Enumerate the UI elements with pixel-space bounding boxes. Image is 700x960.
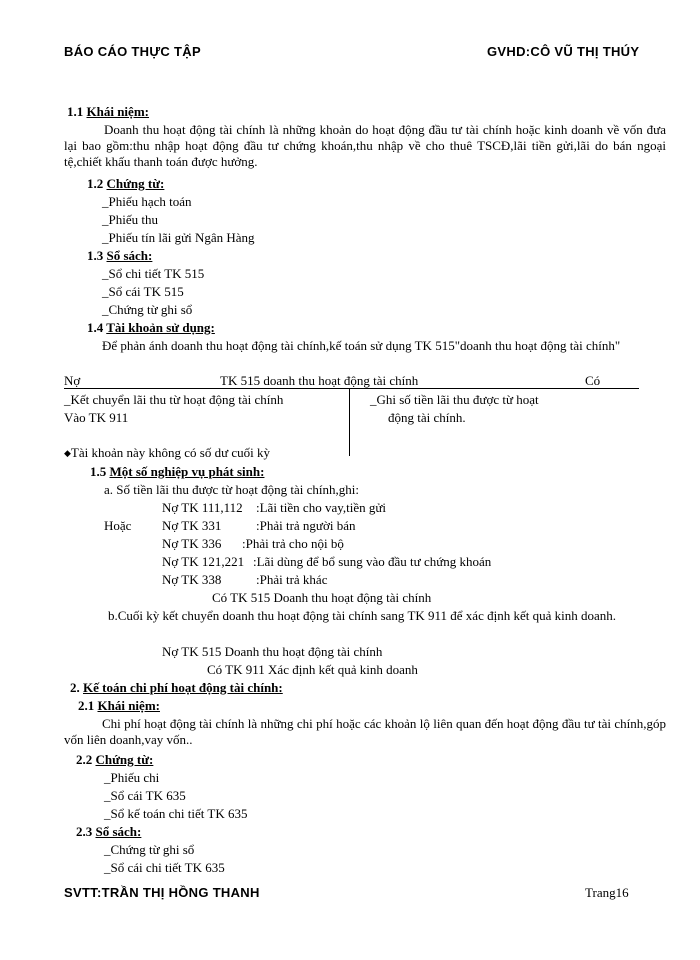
section-1-1-text: Doanh thu hoạt động tài chính là những khoản do hoạt động đầu tư tài chính hoặc kinh doanh về vốn đưa lại bao gồm:thu nhập hoạt động đầu tư chứng khoán,thu nhập về cho thuê TSCĐ,lãi tiền gửi,lãi do bán ngoại tệ,chiết khấu thanh toán được hưởng.: [64, 122, 666, 169]
t-account-title: TK 515 doanh thu hoạt động tài chính: [220, 373, 419, 388]
section-1-5-a-intro: a. Số tiền lãi thu được từ hoạt động tài chính,ghi:: [104, 482, 359, 497]
t-account-note: ◆Tài khoản này không có số dư cuối kỳ: [64, 445, 271, 460]
section-2-2-heading: 2.2 Chứng từ:: [76, 752, 154, 767]
entry-description: :Phải trả người bán: [256, 518, 356, 533]
footer-left: SVTT:TRẦN THỊ HỒNG THANH: [64, 885, 260, 900]
section-1-3-item: _Sổ chi tiết TK 515: [102, 266, 205, 281]
t-account-left-line-2: Vào TK 911: [64, 410, 129, 425]
entry-description: :Lãi dùng để bổ sung vào đầu tư chứng khoán: [253, 554, 492, 569]
t-account-right-line-1: _Ghi số tiền lãi thu được từ hoạt: [370, 392, 539, 407]
section-1-2-item: _Phiếu tín lãi gửi Ngân Hàng: [102, 230, 255, 245]
section-1-5-heading: 1.5 Một số nghiệp vụ phát sinh:: [90, 464, 265, 479]
t-account-horizontal-line: [64, 388, 639, 389]
section-2-2-item: _Phiếu chi: [104, 770, 160, 785]
section-1-4-text: Để phản ánh doanh thu hoạt động tài chính,kế toán sử dụng TK 515"doanh thu hoạt động tài chính": [102, 338, 621, 353]
entry-description: :Phải trả cho nội bộ: [242, 536, 344, 551]
section-1-4-heading: 1.4 Tài khoản sử dụng:: [87, 320, 215, 335]
t-account-left-line-1: _Kết chuyển lãi thu từ hoạt động tài chính: [64, 392, 284, 407]
section-1-1-heading: 1.1 Khái niệm:: [67, 104, 149, 119]
entry-account: Nợ TK 121,221: [162, 554, 245, 569]
b-debit-entry: Nợ TK 515 Doanh thu hoạt động tài chính: [162, 644, 383, 659]
entry-account: Nợ TK 331: [162, 518, 222, 533]
t-account-vertical-line: [349, 388, 350, 456]
entry-account: Nợ TK 336: [162, 536, 222, 551]
entry-description: :Phải trả khác: [256, 572, 328, 587]
section-2-1-heading: 2.1 Khái niệm:: [78, 698, 160, 713]
section-2-3-item: _Sổ cái chi tiết TK 635: [104, 860, 225, 875]
section-1-3-item: _Chứng từ ghi sổ: [102, 302, 193, 317]
section-1-3-item: _Sổ cái TK 515: [102, 284, 184, 299]
section-2-2-item: _Sổ cái TK 635: [104, 788, 186, 803]
section-1-5-b-text: b.Cuối kỳ kết chuyển doanh thu hoạt động tài chính sang TK 911 để xác định kết quả kinh doanh.: [108, 608, 616, 623]
t-account-right-line-2: động tài chính.: [388, 410, 466, 425]
section-2-2-item: _Sổ kế toán chi tiết TK 635: [104, 806, 248, 821]
section-1-3-heading: 1.3 Sổ sách:: [87, 248, 153, 263]
section-1-2-item: _Phiếu hạch toán: [102, 194, 192, 209]
header-left: BÁO CÁO THỰC TẬP: [64, 44, 201, 59]
section-2-3-item: _Chứng từ ghi sổ: [104, 842, 195, 857]
entry-account: Nợ TK 338: [162, 572, 222, 587]
entry-account: Nợ TK 111,112: [162, 500, 243, 515]
section-2-3-heading: 2.3 Sổ sách:: [76, 824, 142, 839]
entry-credit: Có TK 515 Doanh thu hoạt động tài chính: [212, 590, 432, 605]
diamond-bullet-icon: ◆: [64, 448, 71, 458]
section-2-1-text: Chi phí hoạt động tài chính là những chi phí hoặc các khoản lộ liên quan đến hoạt động đầu tư tài chính,góp vốn liên doanh,vay vốn..: [64, 716, 666, 747]
section-1-2-item: _Phiếu thu: [102, 212, 158, 227]
section-2-heading: 2. Kế toán chi phí hoạt động tài chính:: [70, 680, 283, 695]
footer-page-number: Trang16: [585, 885, 629, 900]
b-credit-entry: Có TK 911 Xác định kết quả kinh doanh: [207, 662, 418, 677]
entry-description: :Lãi tiền cho vay,tiền gửi: [256, 500, 387, 515]
t-account-credit-label: Có: [585, 373, 601, 388]
hoac-label: Hoặc: [104, 518, 132, 533]
section-1-2-heading: 1.2 Chứng từ:: [87, 176, 165, 191]
header-right: GVHD:CÔ VŨ THỊ THÚY: [487, 44, 640, 59]
t-account-debit-label: Nợ: [64, 373, 81, 388]
